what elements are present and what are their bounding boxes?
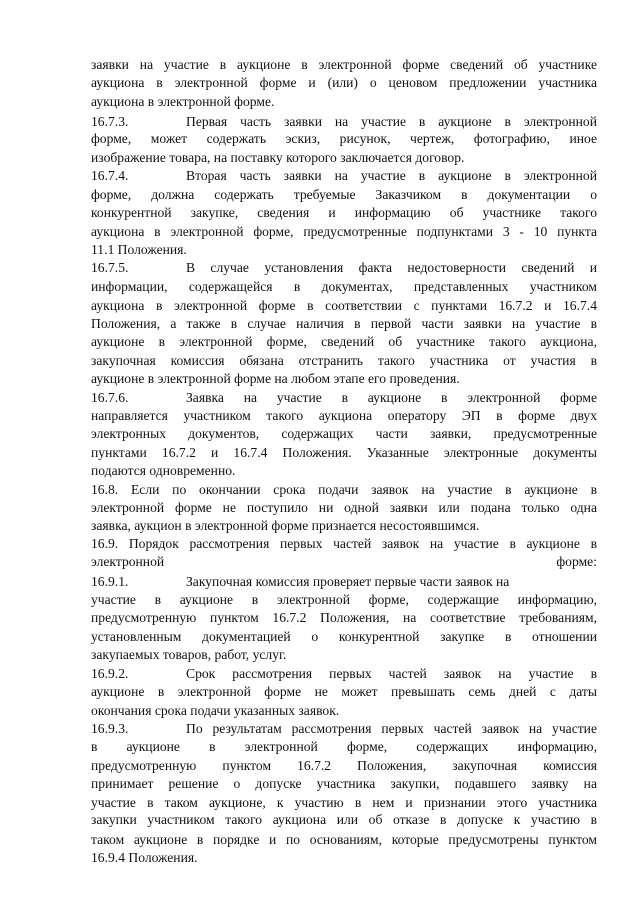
text-line: окончания срока подачи указанных заявок. (91, 703, 340, 718)
text-line: аукциона в электронной форме, предусмотренные подпунктами 3 - 10 пункта (91, 224, 597, 239)
text-line (91, 573, 597, 590)
text-line: участие в таком аукционе, к участию в нем и признании этого участника (91, 795, 597, 810)
text-line: конкурентной закупке, сведения и информацию об участнике такого (91, 205, 597, 220)
text-line: аукционе в электронной форме, сведений об участнике такого аукциона, (91, 334, 597, 349)
text-line: закупки участником такого аукциона или об отказе в допуске к участию в (91, 812, 597, 827)
text-line: закупочная комиссия обязана отстранить такого участника от участия в (91, 353, 597, 368)
clause-text: Первая часть заявки на участие в аукционе в электронной (186, 114, 597, 129)
text-line: направляется участником такого аукциона оператору ЭП в форме двух (91, 408, 597, 423)
text-line: аукциона в электронной форме и (или) о ценовом предложении участника (91, 75, 597, 90)
text-line (91, 720, 597, 737)
clause-number: 16.9.2. (91, 666, 129, 681)
text-line: принимает решение о допуске участника закупки, подавшего заявку на (91, 776, 597, 791)
text-line (91, 259, 597, 276)
text-line: электронной форме не поступило ни одной заявки или подана только одна (91, 500, 597, 515)
text-line: аукциона в электронной форме. (91, 94, 275, 109)
text-line: заявка, аукцион в электронной форме признается несостоявшимся. (91, 518, 480, 533)
clause-text: По результатам рассмотрения первых частей заявок на участие (186, 721, 597, 736)
clause-text: В случае установления факта недостоверности сведений и (186, 260, 597, 275)
clause-number: 16.7.3. (91, 114, 129, 129)
text-line: изображение товара, на поставку которого заключается договор. (91, 150, 465, 165)
text-line: пунктами 16.7.2 и 16.7.4 Положения. Указанные электронные документы (91, 445, 597, 460)
text-line (91, 113, 597, 130)
text-line: форме, может содержать эскиз, рисунок, чертеж, фотографию, иное (91, 131, 597, 146)
text-line: 16.8. Если по окончании срока подачи заявок на участие в аукционе в (91, 482, 597, 497)
text-line: 11.1 Положения. (91, 242, 187, 257)
text-line (91, 167, 597, 184)
text-line: установленным документацией о конкурентной закупке в отношении (91, 629, 597, 644)
clause-text: Вторая часть заявки на участие в аукционе в электронной (186, 168, 597, 183)
text-line: закупаемых товаров, работ, услуг. (91, 647, 287, 662)
clause-number: 16.9.1. (91, 574, 129, 589)
text-line: таком аукционе в порядке и по основаниям, которые предусмотрены пунктом (91, 832, 597, 847)
text-line: аукционе в электронной форме на любом этапе его проведения. (91, 371, 460, 386)
text-line: 16.9. Порядок рассмотрения первых частей заявок на участие в аукционе в (91, 536, 597, 551)
clause-number: 16.9.3. (91, 721, 129, 736)
text-line: участие в аукционе в электронной форме, содержащие информацию, (91, 592, 597, 607)
clause-text: Срок рассмотрения первых частей заявок на участие в (186, 666, 597, 681)
clause-number: 16.7.5. (91, 260, 129, 275)
text-line: аукциона в электронной форме в соответствии с пунктами 16.7.2 и 16.7.4 (91, 298, 597, 313)
text-line (91, 665, 597, 682)
text-line: 16.9.4 Положения. (91, 850, 198, 865)
clause-number: 16.7.6. (91, 390, 129, 405)
clause-number: 16.7.4. (91, 168, 129, 183)
text-line: предусмотренную пунктом 16.7.2 Положения, на соответствие требованиям, (91, 610, 597, 625)
text-line: в аукционе в электронной форме, содержащих информацию, (91, 739, 597, 754)
clause-text: Заявка на участие в аукционе в электронной форме (186, 390, 597, 405)
text-line: подаются одновременно. (91, 463, 236, 478)
text-line: аукционе в электронной форме не может превышать семь дней с даты (91, 684, 597, 699)
text-line: электронных документов, содержащих части заявки, предусмотренные (91, 426, 597, 441)
text-line (91, 389, 597, 406)
text-line: форме, должна содержать требуемые Заказчиком в документации о (91, 187, 597, 202)
text-line: электронной форме: (91, 554, 597, 569)
clause-text: Закупочная комиссия проверяет первые части заявок на (186, 574, 510, 589)
text-line: предусмотренную пунктом 16.7.2 Положения, закупочная комиссия (91, 758, 597, 773)
text-line: Положения, а также в случае наличия в первой части заявки на участие в (91, 316, 597, 331)
text-line: заявки на участие в аукционе в электронной форме сведений об участнике (91, 57, 597, 72)
text-line: информации, содержащейся в документах, представленных участником (91, 279, 597, 294)
